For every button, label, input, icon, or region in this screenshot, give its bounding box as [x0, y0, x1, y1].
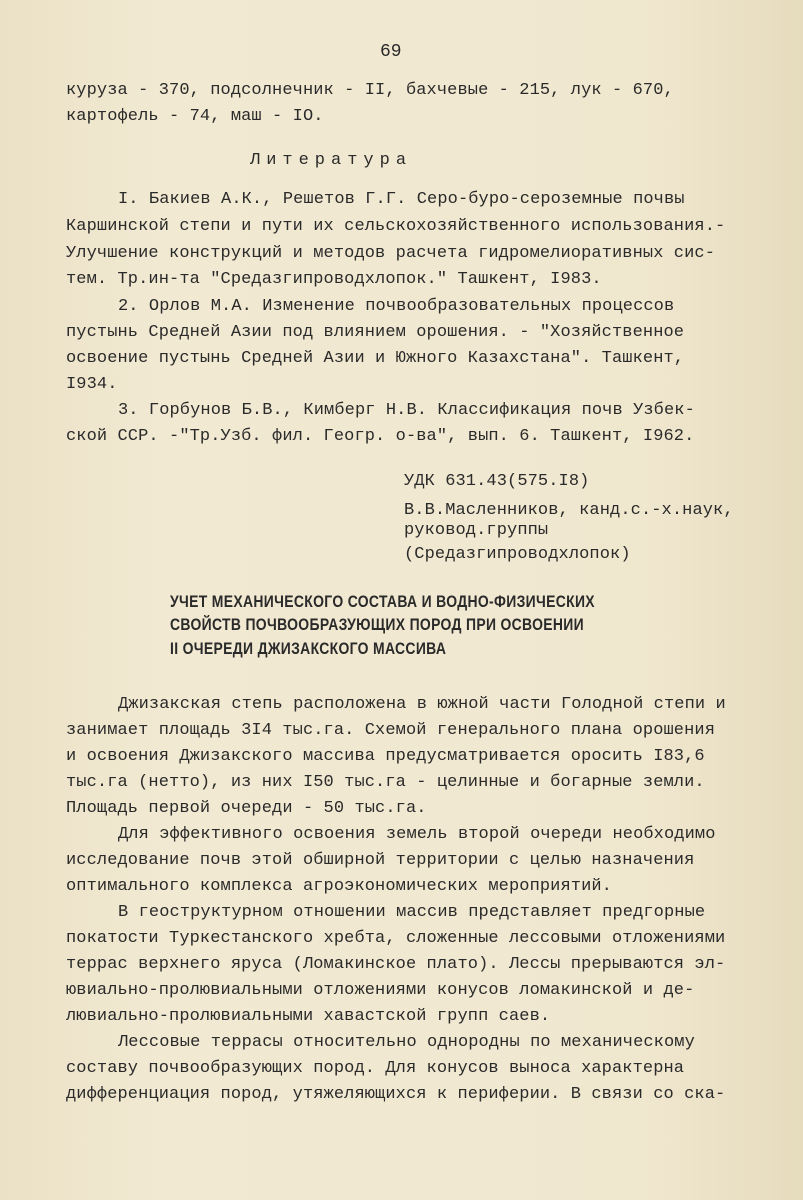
body-line: В геоструктурном отношении массив представляет предгорные: [118, 903, 706, 922]
reference-line: 2. Орлов М.А. Изменение почвообразовательных процессов: [118, 297, 675, 316]
reference-line: Улучшение конструкций и методов расчета гидромелиоративных сис-: [66, 244, 716, 263]
author-line: В.В.Масленников, канд.с.-х.наук,: [404, 501, 734, 520]
body-line: составу почвообразующих пород. Для конусов выноса характерна: [66, 1059, 685, 1078]
reference-line: I. Бакиев А.К., Решетов Г.Г. Серо-буро-сероземные почвы: [118, 190, 685, 209]
author-line: руковод.группы: [404, 521, 549, 540]
udc-code: УДК 631.43(575.I8): [404, 472, 590, 491]
reference-line: освоение пустынь Средней Азии и Южного Казахстана". Ташкент,: [66, 349, 685, 368]
reference-line: I934.: [66, 375, 118, 394]
body-line: покатости Туркестанского хребта, сложенные лессовыми отложениями: [66, 929, 726, 948]
body-line: исследование почв этой обширной территории с целью назначения: [66, 851, 695, 870]
body-line: занимает площадь 3I4 тыс.га. Схемой генерального плана орошения: [66, 721, 716, 740]
article-title-line: УЧЕТ МЕХАНИЧЕСКОГО СОСТАВА И ВОДНО-ФИЗИЧЕСКИХ: [170, 592, 595, 611]
reference-line: 3. Горбунов Б.В., Кимберг Н.В. Классификация почв Узбек-: [118, 401, 695, 420]
reference-line: ской ССР. -"Тр.Узб. фил. Геогр. о-ва", вып. 6. Ташкент, I962.: [66, 427, 695, 446]
body-line: тыс.га (нетто), из них I50 тыс.га - целинные и богарные земли.: [66, 773, 705, 792]
article-title-line: II ОЧЕРЕДИ ДЖИЗАКСКОГО МАССИВА: [170, 639, 447, 658]
body-line: Джизакская степь расположена в южной части Голодной степи и: [118, 695, 726, 714]
body-line: террас верхнего яруса (Ломакинское плато). Лессы прерываются эл-: [66, 955, 726, 974]
body-line: Площадь первой очереди - 50 тыс.га.: [66, 799, 427, 818]
article-title-line: СВОЙСТВ ПОЧВООБРАЗУЮЩИХ ПОРОД ПРИ ОСВОЕНИИ: [170, 615, 584, 634]
author-line: (Средазгипроводхлопок): [404, 545, 631, 564]
body-line: лювиально-пролювиальными хавастской групп саев.: [66, 1007, 551, 1026]
references-heading: Литература: [250, 151, 413, 170]
page-number: 69: [380, 42, 402, 62]
body-line: и освоения Джизакского массива предусматривается оросить I83,6: [66, 747, 705, 766]
reference-line: пустынь Средней Азии под влиянием орошения. - "Хозяйственное: [66, 323, 685, 342]
body-line: дифференциация пород, утяжеляющихся к периферии. В связи со ска-: [66, 1085, 726, 1104]
body-line: Лессовые террасы относительно однородны по механическому: [118, 1033, 695, 1052]
body-line: Для эффективного освоения земель второй очереди необходимо: [118, 825, 716, 844]
intro-line: куруза - 370, подсолнечник - II, бахчевые - 215, лук - 670,: [66, 81, 674, 100]
body-line: ювиально-пролювиальными отложениями конусов ломакинской и де-: [66, 981, 695, 1000]
body-line: оптимального комплекса агроэкономических мероприятий.: [66, 877, 612, 896]
intro-line: картофель - 74, маш - IO.: [66, 107, 324, 126]
reference-line: тем. Тр.ин-та "Средазгипроводхлопок." Ташкент, I983.: [66, 270, 602, 289]
reference-line: Каршинской степи и пути их сельскохозяйственного использования.-: [66, 217, 726, 236]
